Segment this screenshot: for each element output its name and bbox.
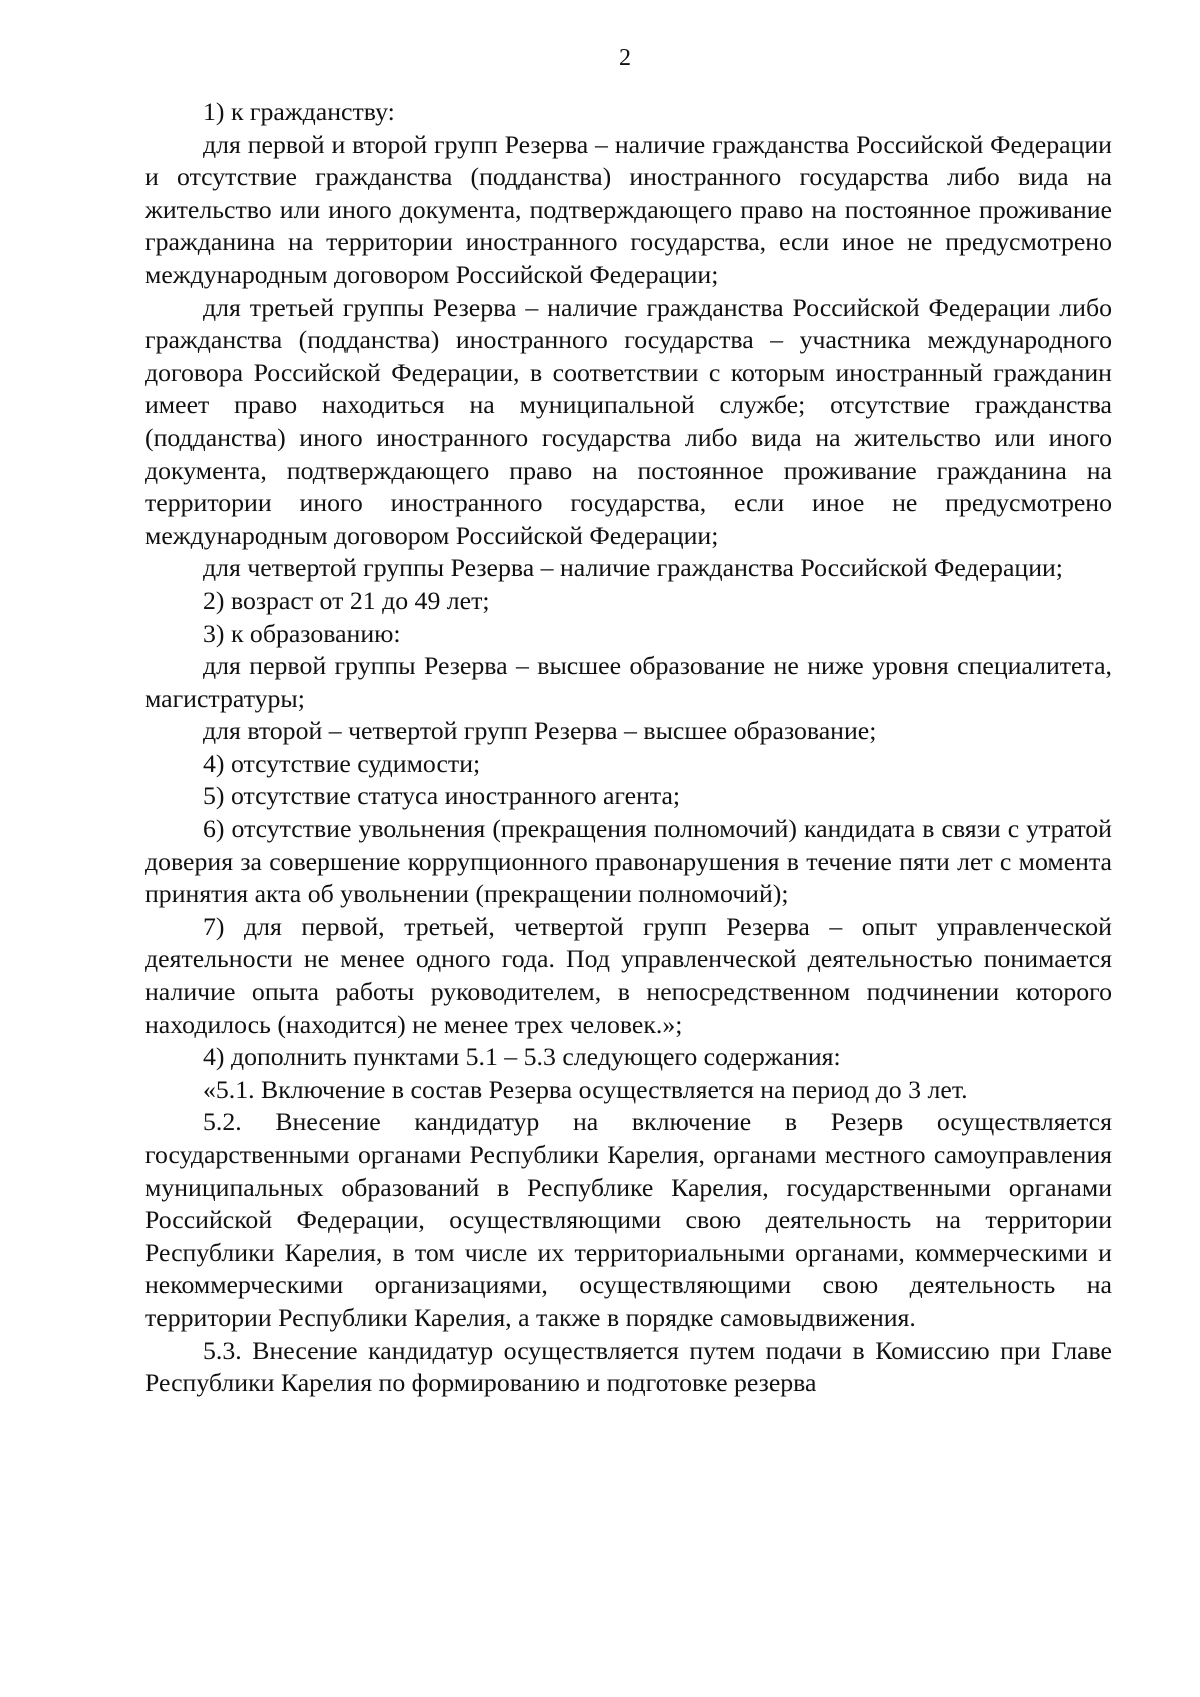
paragraph-age: 2) возраст от 21 до 49 лет; xyxy=(203,585,490,615)
paragraph-add-items: 4) дополнить пунктами 5.1 – 5.3 следующего содержания: xyxy=(203,1042,841,1072)
paragraph-groups-2-4-education: для второй – четвертой групп Резерва – высшее образование; xyxy=(203,716,877,746)
document-body xyxy=(145,96,1112,1400)
paragraph-education-heading: 3) к образованию: xyxy=(203,618,401,648)
paragraph-group-1-education: для первой группы Резерва – высшее образование не ниже уровня специалитета, магистратуры; xyxy=(145,651,1112,713)
paragraph-item-5-1: «5.1. Включение в состав Резерва осуществляется на период до 3 лет. xyxy=(203,1074,968,1104)
paragraph-citizenship-heading: 1) к гражданству: xyxy=(203,97,395,126)
paragraph-item-5-2: 5.2. Внесение кандидатур на включение в Резерв осуществляется государственными органами Республики Карелия, органами местного самоуправления муниципальных образований в Республике Карелия, государственными органами Российской Федерации, осуществляющими свою деятельность на территории Республики Карелия, в том числе их территориальными органами, коммерческими и некоммерческими организациями, осуществляющими свою деятельность на территории Республики Карелия, а также в порядке самовыдвижения. xyxy=(145,1107,1112,1332)
paragraph-groups-1-2-citizenship: для первой и второй групп Резерва – наличие гражданства Российской Федерации и отсутствие гражданства (подданства) иностранного государства либо вида на жительство или иного документа, подтверждающего право на постоянное проживание гражданина на территории иностранного государства, если иное не предусмотрено международным договором Российской Федерации; xyxy=(145,129,1112,289)
page-number: 2 xyxy=(619,45,631,71)
paragraph-group-3-citizenship: для третьей группы Резерва – наличие гражданства Российской Федерации либо гражданства (подданства) иностранного государства – участника международного договора Российской Федерации, в соответствии с которым иностранный гражданин имеет право находиться на муниципальной службе; отсутствие гражданства (подданства) иного иностранного государства либо вида на жительство или иного документа, подтверждающего право на постоянное проживание гражданина на территории иного иностранного государства, если иное не предусмотрено международным договором Российской Федерации; xyxy=(145,292,1112,550)
paragraph-group-4-citizenship: для четвертой группы Резерва – наличие гражданства Российской Федерации; xyxy=(203,553,1063,583)
paragraph-no-conviction: 4) отсутствие судимости; xyxy=(203,748,481,778)
paragraph-no-foreign-agent: 5) отсутствие статуса иностранного агента; xyxy=(203,781,681,811)
paragraph-item-5-3: 5.3. Внесение кандидатур осуществляется путем подачи в Комиссию при Главе Республики Карелия по формированию и подготовке резерва xyxy=(145,1335,1112,1398)
paragraph-no-dismissal: 6) отсутствие увольнения (прекращения полномочий) кандидата в связи с утратой доверия за совершение коррупционного правонарушения в течение пяти лет с момента принятия акта об увольнении (прекращении полномочий); xyxy=(145,814,1112,909)
paragraph-management-experience: 7) для первой, третьей, четвертой групп Резерва – опыт управленческой деятельности не менее одного года. Под управленческой деятельностью понимается наличие опыта работы руководителем, в непосредственном подчинении которого находилось (находится) не менее трех человек.»; xyxy=(145,911,1112,1039)
